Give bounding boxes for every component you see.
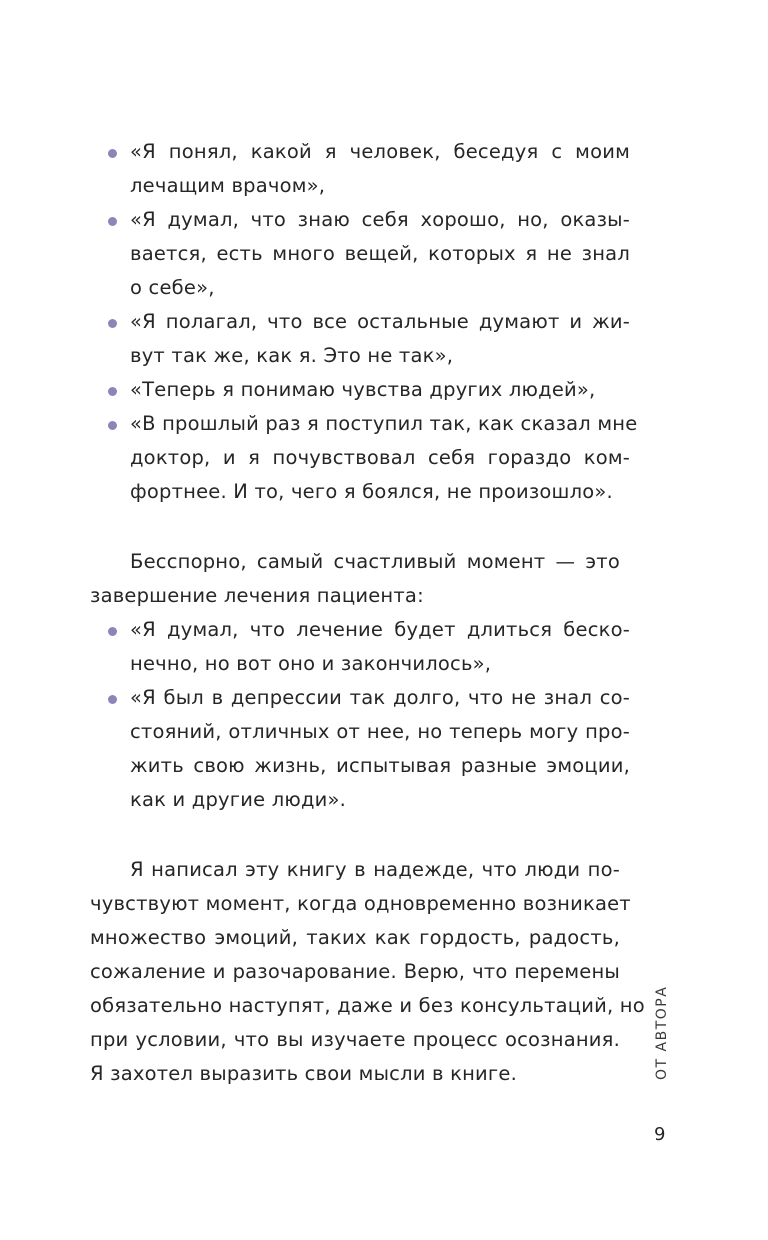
text-line: о себе»,: [130, 276, 215, 299]
quote-list-1: [90, 135, 638, 509]
text-line: «Я думал, что лечение будет длиться беско-: [130, 618, 630, 641]
text-line: обязательно наступят, даже и без консультаций, но: [90, 994, 645, 1017]
text-line: Бесспорно, самый счастливый момент — это: [130, 550, 620, 573]
text-line: завершение лечения пациента:: [90, 584, 424, 607]
bullet-icon: [108, 149, 117, 158]
list-item: [90, 407, 638, 509]
paragraph-1: [90, 545, 620, 613]
bullet-icon: [108, 217, 117, 226]
page-number: 9: [654, 1124, 666, 1145]
text-line: жить свою жизнь, испытывая разные эмоции,: [130, 754, 630, 777]
text-line: при условии, что вы изучаете процесс осознания.: [90, 1028, 620, 1051]
text-line: стояний, отличных от нее, но теперь могу про-: [130, 720, 630, 743]
list-item: [90, 305, 630, 373]
list-item: [90, 135, 630, 203]
quote-list-2: [90, 613, 630, 817]
text-line: сожаление и разочарование. Верю, что перемены: [90, 960, 620, 983]
text-line: Я захотел выразить свои мысли в книге.: [90, 1062, 517, 1085]
list-item: [90, 681, 630, 817]
bullet-icon: [108, 319, 117, 328]
text-line: вается, есть много вещей, которых я не знал: [130, 242, 630, 265]
text-line: Я написал эту книгу в надежде, что люди по-: [130, 858, 620, 881]
text-line: нечно, но вот оно и закончилось»,: [130, 652, 492, 675]
text-line: доктор, и я почувствовал себя гораздо ком-: [130, 446, 630, 469]
text-line: как и другие люди».: [130, 788, 347, 811]
text-line: «Теперь я понимаю чувства других людей»,: [130, 378, 596, 401]
text-line: «Я думал, что знаю себя хорошо, но, оказы-: [130, 208, 630, 231]
list-item: [90, 203, 630, 305]
text-line: множество эмоций, таких как гордость, радость,: [90, 926, 620, 949]
bullet-icon: [108, 421, 117, 430]
text-line: «В прошлый раз я поступил так, как сказал мне: [130, 412, 638, 435]
bullet-icon: [108, 627, 117, 636]
text-line: «Я был в депрессии так долго, что не знал со-: [130, 686, 630, 709]
text-line: «Я понял, какой я человек, беседуя с моим: [130, 140, 630, 163]
bullet-icon: [108, 695, 117, 704]
paragraph-2: [90, 853, 645, 1091]
text-line: вут так же, как я. Это не так»,: [130, 344, 454, 367]
text-line: лечащим врачом»,: [130, 174, 326, 197]
bullet-icon: [108, 387, 117, 396]
text-line: чувствуют момент, когда одновременно возникает: [90, 892, 631, 915]
list-item: [90, 613, 630, 681]
running-head: ОТ АВТОРА: [654, 985, 670, 1080]
text-line: «Я полагал, что все остальные думают и жи-: [130, 310, 630, 333]
text-line: фортнее. И то, чего я боялся, не произошло».: [130, 480, 613, 503]
list-item: [90, 373, 630, 407]
